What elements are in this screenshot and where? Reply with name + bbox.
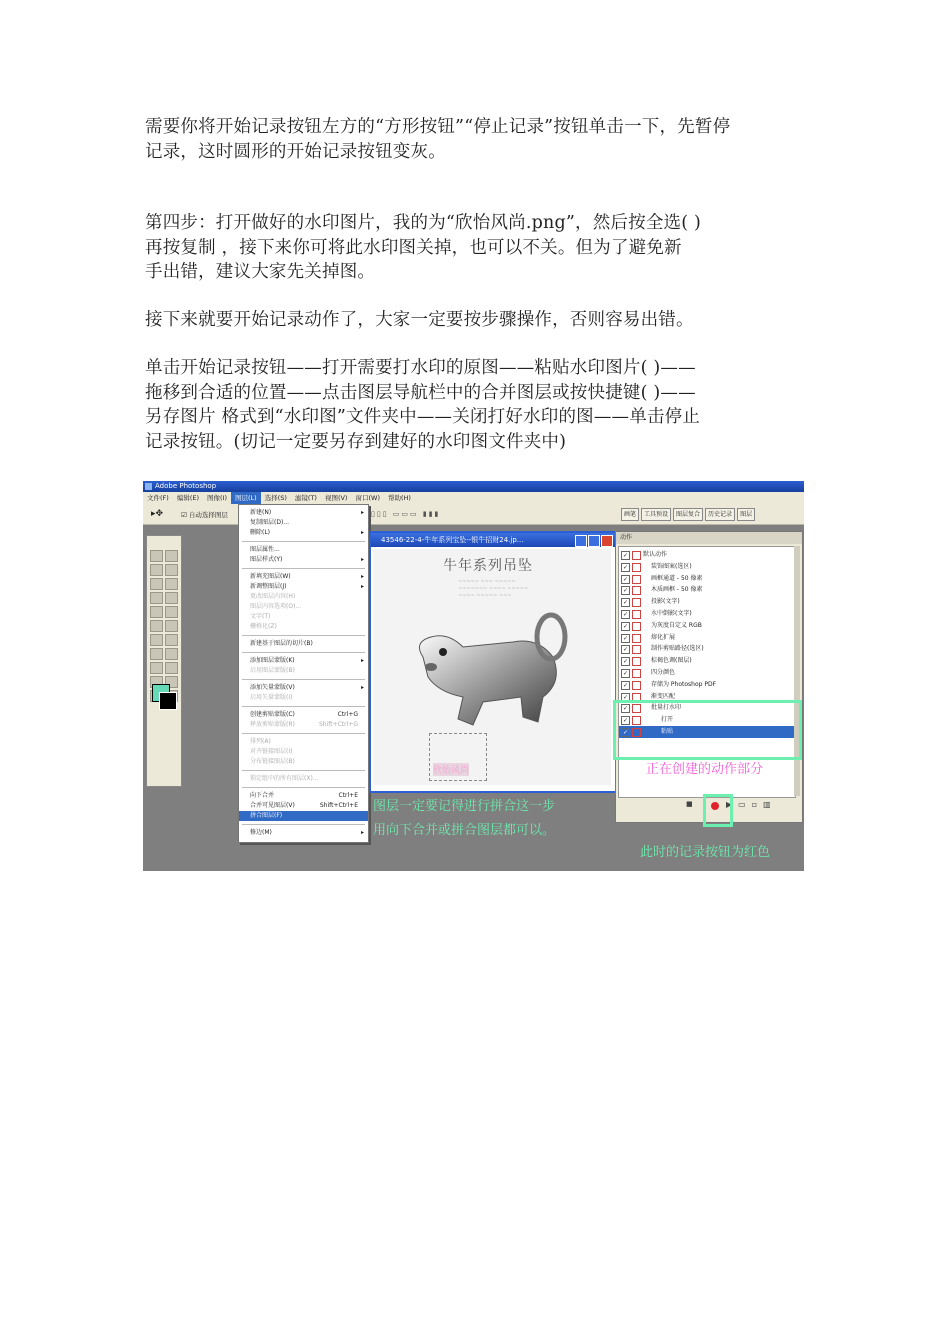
well-layers[interactable]: 图层: [737, 508, 755, 521]
menu-separator: [242, 635, 365, 636]
menu-item-distribute-linked: [239, 757, 368, 767]
toggle-checkbox-icon[interactable]: ✓: [622, 622, 629, 630]
shortcut: Ctrl+G: [337, 711, 358, 718]
crop-tool-icon[interactable]: [150, 578, 163, 590]
menu-separator: [242, 652, 365, 653]
document-canvas[interactable]: [373, 549, 611, 785]
product-title: 牛年系列吊坠: [443, 558, 533, 574]
menu-item-delete[interactable]: [239, 528, 368, 538]
action-row[interactable]: [619, 632, 795, 644]
action-label: 打开: [661, 716, 674, 724]
dialog-toggle-icon[interactable]: [632, 551, 641, 560]
toggle-checkbox-icon[interactable]: ✓: [622, 552, 629, 559]
action-row[interactable]: [619, 608, 795, 620]
dialog-toggle-icon[interactable]: [632, 586, 641, 595]
document-title: 43546-22-4-牛年系列宝坠--银牛招财24.jp...: [381, 536, 524, 544]
highlight-box-current-action: [613, 700, 802, 760]
text-line: 需要你将开始记录按钮左方的“方形按钮”“停止记录”按钮单击一下，先暂停: [145, 117, 731, 137]
lasso-tool-icon[interactable]: [150, 564, 163, 576]
action-row[interactable]: [619, 643, 795, 655]
menu-item-label: 释放剪贴蒙版(R): [250, 721, 295, 728]
dialog-toggle-icon[interactable]: [632, 645, 641, 654]
menu-separator: [242, 824, 365, 825]
close-button[interactable]: [601, 535, 613, 547]
stop-record-icon[interactable]: ■: [686, 800, 699, 808]
submenu-arrow-icon: ▸: [360, 657, 364, 664]
toggle-checkbox-icon[interactable]: ✓: [622, 705, 629, 713]
paragraph-steps: [145, 356, 810, 454]
type-tool-icon[interactable]: [165, 648, 178, 660]
app-titlebar: [143, 481, 804, 492]
menu-item-label: 启用矢量蒙版(I): [250, 694, 293, 701]
dodge-tool-icon[interactable]: [165, 634, 178, 646]
menu-help[interactable]: 帮助(H): [387, 494, 411, 502]
dialog-toggle-icon[interactable]: [632, 610, 641, 619]
menu-item-label: 复制图层(D)...: [250, 519, 290, 526]
auto-select-label: 自动选择图层: [188, 511, 228, 519]
history-brush-icon[interactable]: [165, 606, 178, 618]
eraser-tool-icon[interactable]: [150, 620, 163, 632]
text-line: 再按复制 ，接下来你可将此水印图关掉，也可以不关。但为了避免新: [145, 237, 682, 258]
menu-separator: [242, 733, 365, 734]
toggle-checkbox-icon[interactable]: ✓: [622, 599, 629, 607]
shortcut: Shift+Ctrl+G: [318, 721, 358, 728]
menu-item-new[interactable]: [239, 508, 368, 518]
menu-item-label: 更改图层内容(H): [250, 593, 296, 600]
menu-item-change-content: [239, 592, 368, 602]
play-icon[interactable]: ▶: [726, 800, 739, 809]
menu-item-create-clipping-mask[interactable]: [239, 710, 368, 720]
action-label: 装饰图案(选区): [651, 562, 692, 570]
menu-image[interactable]: 图像(I): [207, 494, 227, 502]
menu-edit[interactable]: 编辑(E): [176, 494, 199, 502]
menu-item-layer-properties[interactable]: [239, 545, 368, 555]
action-row[interactable]: [619, 584, 795, 596]
menu-item-label: 图层样式(Y): [250, 556, 283, 563]
action-play-buttons: [726, 800, 777, 809]
menu-item-merge-down[interactable]: [239, 791, 368, 801]
menu-item-new-adjustment-layer[interactable]: [239, 582, 368, 592]
menu-item-label: 新填充图层(W): [250, 573, 291, 580]
menu-item-align-linked: [239, 747, 368, 757]
silver-bull-pendant-image: [403, 597, 573, 732]
action-row[interactable]: [619, 549, 795, 561]
action-row[interactable]: [619, 561, 795, 573]
text-line: 另存图片 格式到“水印图”文件夹中——关闭打好水印的图——单击停止: [145, 407, 701, 427]
toggle-checkbox-icon[interactable]: ✓: [622, 717, 629, 725]
toolbox: [146, 535, 182, 787]
menu-item-merge-visible[interactable]: [239, 801, 368, 811]
dialog-toggle-icon[interactable]: [632, 575, 641, 584]
submenu-arrow-icon: ▸: [360, 684, 364, 691]
menu-item-enable-vector-mask: [239, 693, 368, 703]
menubar: [143, 492, 804, 504]
new-set-icon[interactable]: ▭: [738, 800, 752, 809]
menu-item-label: 对齐链接图层(I): [250, 748, 293, 755]
menu-window[interactable]: 窗口(W): [355, 494, 380, 502]
action-label: 批量打水印: [651, 704, 682, 712]
text-line: 第四步：打开做好的水印图片，我的为“欣怡风尚.png”，然后按全选( ): [145, 213, 702, 233]
toggle-checkbox-icon[interactable]: ✓: [622, 587, 629, 595]
well-layer-comps[interactable]: 图层复合: [673, 508, 703, 521]
action-row[interactable]: [619, 655, 795, 667]
paragraph-pause-recording: [145, 115, 810, 164]
align-icons[interactable]: ▯▯▯ ▭▭▭ ▮▮▮: [371, 510, 441, 518]
action-label: 四分颜色: [651, 669, 676, 676]
document-window: [369, 531, 617, 793]
menu-separator: [242, 568, 365, 569]
auto-select-checkbox[interactable]: ☑ 自动选择图层: [181, 511, 228, 519]
menu-separator: [242, 770, 365, 771]
paragraph-start-recording: [145, 308, 810, 333]
menu-item-layer-style[interactable]: [239, 555, 368, 565]
toggle-checkbox-icon[interactable]: ✓: [622, 681, 629, 689]
dialog-toggle-icon[interactable]: [632, 622, 641, 631]
dialog-toggle-icon[interactable]: [632, 669, 641, 678]
record-red-annotation: 此时的记录按钮为红色: [640, 845, 771, 860]
text-line: 拖移到合适的位置——点击图层导航栏中的合并图层或按快捷键( )——: [145, 382, 696, 403]
menu-item-label: 新调整图层(J): [250, 583, 287, 590]
text-line: 手出错，建议大家先关掉图。: [145, 262, 376, 282]
menu-layer[interactable]: 图层(L): [231, 492, 261, 504]
action-label: 制作剪贴路径(选区): [651, 645, 704, 653]
magic-wand-icon[interactable]: [165, 564, 178, 576]
path-select-icon[interactable]: [150, 648, 163, 660]
background-color-swatch[interactable]: [159, 692, 177, 710]
menu-item-layer-slice[interactable]: [239, 639, 368, 649]
stamp-tool-icon[interactable]: [150, 606, 163, 618]
move-tool-icon[interactable]: ▸✥: [151, 509, 164, 519]
menu-separator: [242, 679, 365, 680]
menu-item-label: 创建剪贴蒙版(C): [250, 711, 295, 718]
menu-item-type: [239, 612, 368, 622]
slice-tool-icon[interactable]: [165, 578, 178, 590]
action-label: 水中倒影(文字): [651, 610, 692, 617]
menu-item-duplicate[interactable]: [239, 518, 368, 528]
menu-item-label: 分布链接图层(B): [250, 758, 295, 765]
menu-item-add-vector-mask[interactable]: [239, 683, 368, 693]
photoshop-logo-icon: [145, 483, 152, 490]
menu-item-content-options: [239, 602, 368, 612]
healing-brush-icon[interactable]: [150, 592, 163, 604]
submenu-arrow-icon: ▸: [360, 509, 364, 516]
action-label: 粘贴: [661, 728, 674, 735]
action-label: 画框通道 - 50 像素: [651, 574, 703, 582]
action-row[interactable]: [619, 679, 795, 691]
menu-item-arrange: [239, 737, 368, 747]
menu-item-label: 启用图层蒙版(B): [250, 667, 295, 674]
action-row[interactable]: [619, 667, 795, 679]
shortcut: Ctrl+E: [338, 792, 358, 799]
actions-panel: [615, 531, 803, 823]
action-label: 熔化扩展: [651, 633, 676, 641]
menu-separator: [242, 706, 365, 707]
paragraph-step-four: [145, 211, 810, 285]
photoshop-screenshot: [143, 481, 804, 871]
menu-item-flatten-image[interactable]: [239, 811, 368, 821]
menu-item-label: 图层内容选项(O)...: [250, 603, 302, 610]
toggle-checkbox-icon[interactable]: ✓: [622, 658, 629, 666]
action-row[interactable]: [619, 620, 795, 632]
dialog-toggle-icon[interactable]: [632, 563, 641, 572]
text-line: 接下来就要开始记录动作了，大家一定要按步骤操作，否则容易出错。: [145, 310, 694, 330]
shape-tool-icon[interactable]: [165, 662, 178, 674]
menu-item-label: 添加图层蒙版(K): [250, 657, 295, 664]
menu-item-label: 删除(L): [250, 529, 271, 536]
action-label: 为灰度自定义 RGB: [651, 621, 702, 629]
tab-actions[interactable]: 动作: [616, 532, 802, 544]
action-row[interactable]: [619, 573, 795, 585]
submenu-arrow-icon: ▸: [360, 529, 364, 536]
submenu-arrow-icon: ▸: [360, 573, 364, 580]
dialog-toggle-icon[interactable]: [632, 657, 641, 666]
decorative-script-text: ~~~~~ ~~~ ~~~~~ ~~~~~~~ ~~~~ ~~~~~ ~~~~ ~~~~~ ~~~: [458, 579, 529, 599]
action-label: 投影(文字): [651, 598, 680, 606]
menu-item-label: 文字(T): [250, 613, 271, 620]
toggle-checkbox-icon[interactable]: ✓: [622, 693, 629, 701]
marquee-tool-icon[interactable]: [150, 550, 163, 562]
watermark-text: 欣怡风尚: [433, 763, 469, 776]
dialog-toggle-icon[interactable]: [632, 634, 641, 643]
brush-tool-icon[interactable]: [165, 592, 178, 604]
menu-item-label: 合并可见图层(V): [250, 802, 295, 809]
menu-item-label: 新建基于图层的切片(B): [250, 640, 313, 647]
well-history[interactable]: 历史记录: [705, 508, 735, 521]
menu-file[interactable]: 文件(F): [147, 494, 169, 502]
pen-tool-icon[interactable]: [150, 662, 163, 674]
menu-item-release-clipping-mask: [239, 720, 368, 730]
toggle-checkbox-icon[interactable]: ✓: [622, 729, 629, 736]
toggle-checkbox-icon[interactable]: ✓: [622, 670, 629, 677]
toggle-checkbox-icon[interactable]: ✓: [622, 563, 629, 571]
app-title: Adobe Photoshop: [155, 482, 217, 490]
palette-well: [621, 508, 755, 521]
menu-item-matting[interactable]: [239, 828, 368, 838]
annotation-line: 用向下合并或拼合图层都可以。: [373, 823, 556, 838]
blur-tool-icon[interactable]: [150, 634, 163, 646]
menu-item-rasterize: [239, 622, 368, 632]
layer-menu: [238, 504, 369, 843]
menu-item-label: 向下合并: [250, 792, 275, 799]
well-tool-presets[interactable]: 工具预设: [641, 508, 671, 521]
dialog-toggle-icon[interactable]: [632, 598, 641, 607]
action-label: 存储为 Photoshop PDF: [651, 680, 717, 688]
merge-annotation: [373, 795, 555, 843]
menu-select[interactable]: 选择(S): [264, 494, 287, 502]
menu-item-label: 修边(M): [250, 829, 272, 836]
action-label: 木质画框 - 50 像素: [651, 586, 703, 594]
minimize-button[interactable]: [575, 535, 587, 547]
menu-item-add-layer-mask[interactable]: [239, 656, 368, 666]
action-label: 渐变匹配: [651, 692, 676, 700]
annotation-line: 图层一定要记得进行拼合这一步: [373, 799, 556, 814]
menu-item-label: 锁定组中的所有图层(X)...: [250, 775, 319, 782]
dialog-toggle-icon[interactable]: [632, 681, 641, 690]
text-line: 单击开始记录按钮——打开需要打水印的原图——粘贴水印图片( )——: [145, 358, 696, 378]
action-label: 棕褐色调(图层): [651, 657, 692, 665]
new-action-icon[interactable]: ▫: [751, 800, 764, 809]
menu-separator: [242, 787, 365, 788]
well-brushes[interactable]: 画笔: [621, 508, 639, 521]
action-row[interactable]: [619, 596, 795, 608]
toggle-checkbox-icon[interactable]: ✓: [622, 646, 629, 654]
toggle-checkbox-icon[interactable]: ✓: [622, 575, 629, 583]
gradient-tool-icon[interactable]: [165, 620, 178, 632]
menu-item-new-fill-layer[interactable]: [239, 572, 368, 582]
text-line: 记录，这时圆形的开始记录按钮变灰。: [145, 141, 446, 162]
submenu-arrow-icon: ▸: [360, 583, 364, 590]
menu-item-label: 拼合图层(F): [250, 812, 283, 819]
submenu-arrow-icon: ▸: [360, 829, 364, 836]
menu-item-label: 栅格化(Z): [250, 623, 277, 630]
menu-item-label: 图层属性...: [250, 546, 280, 553]
action-label: 默认动作: [643, 551, 668, 558]
menu-item-label: 新建(N): [250, 509, 272, 516]
creating-action-annotation: 正在创建的动作部分: [646, 762, 764, 777]
menu-item-label: 排列(A): [250, 738, 271, 745]
text-line: 记录按钮。(切记一定要另存到建好的水印图文件夹中): [145, 431, 567, 452]
move-tool-icon[interactable]: [165, 550, 178, 562]
menu-separator: [242, 541, 365, 542]
maximize-button[interactable]: [588, 535, 600, 547]
menu-item-enable-layer-mask: [239, 666, 368, 676]
tool-grid: [150, 550, 178, 702]
toggle-checkbox-icon[interactable]: ✓: [622, 634, 629, 642]
menu-item-label: 添加矢量蒙版(V): [250, 684, 295, 691]
submenu-arrow-icon: ▸: [360, 556, 364, 563]
trash-icon[interactable]: ▥: [763, 800, 777, 809]
highlight-box-record-button: [703, 794, 733, 827]
menu-view[interactable]: 视图(V): [324, 494, 348, 502]
shortcut: Shift+Ctrl+E: [319, 802, 358, 809]
menu-item-lock-layers: [239, 774, 368, 784]
toggle-checkbox-icon[interactable]: ✓: [622, 611, 629, 618]
menu-filter[interactable]: 滤镜(T): [294, 494, 317, 502]
